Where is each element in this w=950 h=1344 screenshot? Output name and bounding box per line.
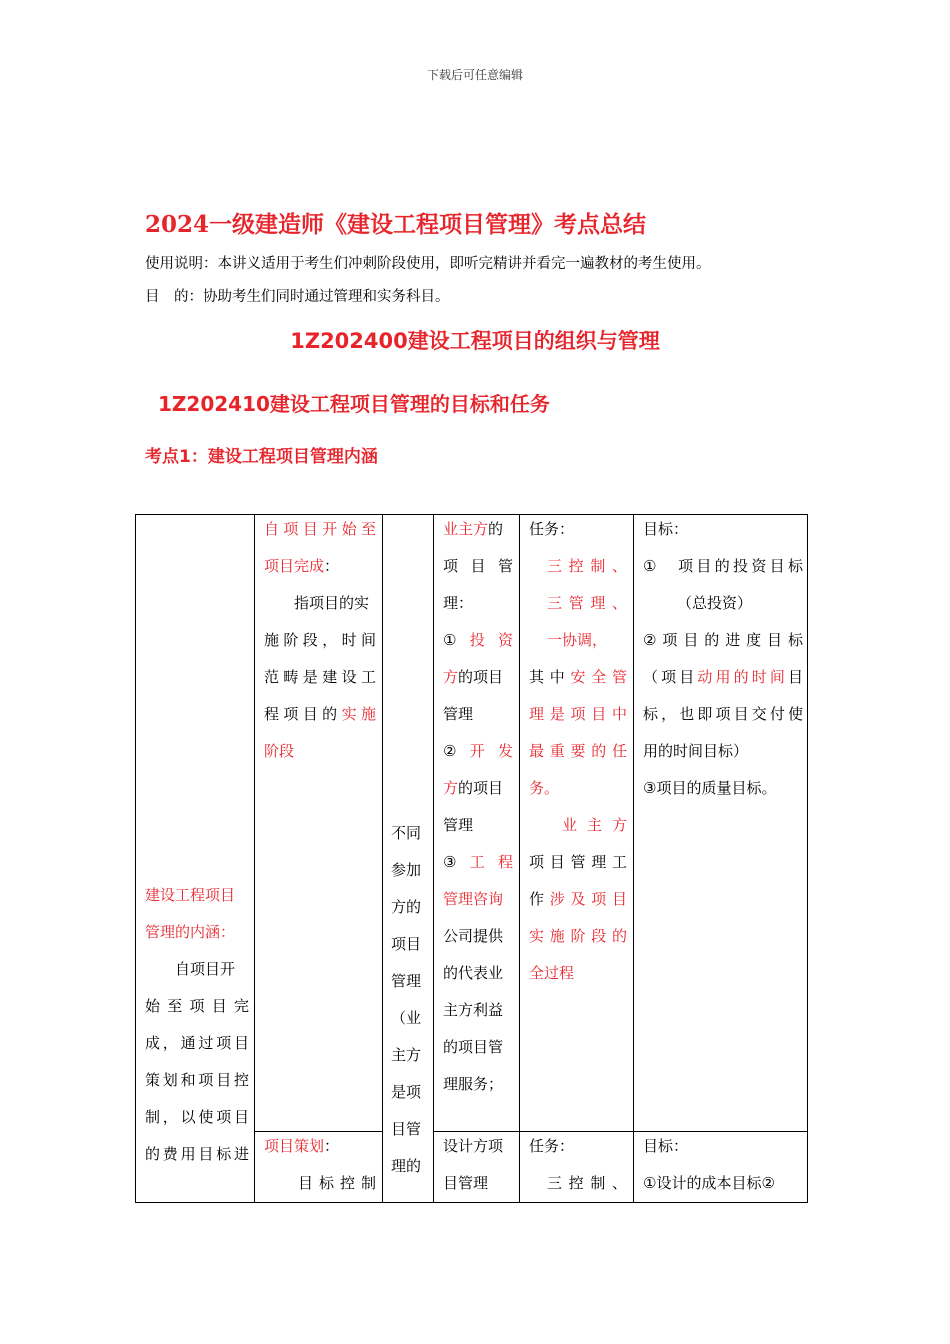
cell-text: 其中 — [529, 668, 571, 686]
cell-text: 实施阶段的 — [529, 927, 627, 945]
cell-text: 动用的时间 — [697, 668, 788, 686]
cell-text: 公司提供 — [443, 927, 504, 945]
cell-text: ： — [324, 1137, 340, 1155]
cell-text: ① — [443, 631, 470, 649]
table-cell-designer-tasks — [529, 1128, 627, 1202]
cell-text: ① 项目的投资目标 — [643, 557, 803, 575]
table-divider — [433, 515, 434, 1202]
cell-text: 主方 — [391, 1046, 422, 1064]
cell-text: ② — [443, 742, 470, 760]
section-heading: 1Z202400建设工程项目的组织与管理 — [290, 329, 660, 353]
cell-text: 投资 — [469, 631, 513, 649]
cell-text: 制，以使项目 — [145, 1108, 249, 1126]
table-cell-project-period — [264, 511, 376, 770]
cell-text: 涉及项目 — [549, 890, 627, 908]
cell-text: 管理 — [443, 816, 474, 834]
cell-text: 方的 — [391, 898, 422, 916]
cell-text: ③项目的质量目标。 — [643, 779, 777, 797]
cell-text: 管理 — [391, 972, 422, 990]
cell-text: 务。 — [529, 779, 560, 797]
table-cell-connotation — [145, 877, 249, 1173]
cell-text: 安全管 — [570, 668, 627, 686]
cell-text: 三控制、 — [547, 557, 627, 575]
cell-text: 目 — [787, 668, 803, 686]
cell-text: 全过程 — [529, 964, 575, 982]
cell-text: 程项目的 — [264, 705, 342, 723]
cell-text: 理： — [443, 594, 474, 612]
download-note: 下载后可任意编辑 — [426, 68, 523, 82]
cell-text: 方 — [443, 779, 459, 797]
key-point-heading: 考点1：建设工程项目管理内涵 — [145, 447, 378, 467]
table-divider — [633, 515, 634, 1202]
cell-text: 目标控制 — [298, 1174, 376, 1192]
table-cell-participants — [391, 815, 427, 1185]
cell-text: 用的时间目标） — [643, 742, 749, 760]
cell-text: 设计方项 — [443, 1137, 504, 1155]
cell-text: 参加 — [391, 861, 422, 879]
table-cell-designer-management — [443, 1128, 513, 1202]
cell-text: 三控制、 — [547, 1174, 627, 1192]
cell-text: 始至项目完 — [145, 997, 249, 1015]
cell-text: 项目管 — [443, 557, 513, 575]
cell-text: （业 — [391, 1009, 422, 1027]
usage-instructions: 使用说明：本讲义适用于考生们冲刺阶段使用，即听完精讲并看完一遍教材的考生使用。 — [145, 256, 711, 272]
cell-text: 成，通过项目 — [145, 1034, 249, 1052]
cell-text: 任务： — [529, 520, 575, 538]
cell-text: 目标： — [643, 1137, 689, 1155]
cell-text: 开发 — [469, 742, 513, 760]
cell-text: 方 — [443, 668, 459, 686]
cell-text: 施阶段，时间 — [264, 631, 376, 649]
cell-text: 策划和项目控 — [145, 1071, 249, 1089]
cell-text: 标，也即项目交付使 — [643, 705, 803, 723]
cell-text: 任务： — [529, 1137, 575, 1155]
cell-text: 理是项目中 — [529, 705, 627, 723]
table-divider — [519, 515, 520, 1202]
cell-text: 实施 — [341, 705, 376, 723]
cell-text: 的项目 — [458, 668, 504, 686]
purpose-statement: 目 的：协助考生们同时通过管理和实务科目。 — [145, 289, 450, 305]
cell-text: 的 — [488, 520, 504, 538]
cell-text: ②项目的进度目标 — [643, 631, 803, 649]
cell-text: ： — [324, 557, 340, 575]
cell-text: 范畴是建设工 — [264, 668, 376, 686]
cell-text: 管理 — [443, 705, 474, 723]
cell-text: 自项目开始至 — [264, 520, 376, 538]
cell-text: 的代表业 — [443, 964, 504, 982]
table-cell-owner-tasks — [529, 511, 627, 992]
cell-text: 业主方 — [562, 816, 627, 834]
cell-text: 自项目开 — [175, 960, 236, 978]
cell-text: ①设计的成本目标② — [643, 1174, 775, 1192]
table-cell-owner-goals — [643, 511, 803, 807]
cell-text: 最重要的任 — [529, 742, 627, 760]
cell-text: 理服务； — [443, 1075, 504, 1093]
cell-text: 作 — [529, 890, 550, 908]
cell-text: （总投资） — [677, 594, 753, 612]
cell-text: 目管 — [391, 1120, 422, 1138]
cell-text: 目标： — [643, 520, 689, 538]
cell-text: 是项 — [391, 1083, 422, 1101]
table-divider — [254, 515, 255, 1202]
cell-text: 业主方 — [443, 520, 489, 538]
table-cell-designer-goals — [643, 1128, 803, 1202]
cell-text: 管理咨询 — [443, 890, 504, 908]
cell-text: 建设工程项目 — [145, 886, 236, 904]
cell-text: 的项目 — [458, 779, 504, 797]
cell-text: 指项目的实 — [294, 594, 370, 612]
cell-text: 不同 — [391, 824, 422, 842]
cell-text: 工程 — [469, 853, 513, 871]
cell-text: 目管理 — [443, 1174, 489, 1192]
cell-text: 理的 — [391, 1157, 422, 1175]
cell-text: 阶段 — [264, 742, 295, 760]
cell-text: 项目 — [391, 935, 422, 953]
cell-text: （项目 — [643, 668, 698, 686]
content-table — [135, 514, 808, 1203]
subsection-heading: 1Z202410建设工程项目管理的目标和任务 — [158, 392, 550, 416]
table-cell-owner-management — [443, 511, 513, 1103]
cell-text: 项目完成 — [264, 557, 325, 575]
cell-text: ③ — [443, 853, 470, 871]
document-title: 2024一级建造师《建设工程项目管理》考点总结 — [145, 211, 647, 238]
cell-text: 主方利益 — [443, 1001, 504, 1019]
table-divider — [382, 515, 383, 1202]
cell-text: 的项目管 — [443, 1038, 504, 1056]
cell-text: 管理的内涵： — [145, 923, 236, 941]
cell-text: 一协调， — [547, 631, 608, 649]
cell-text: 项目策划 — [264, 1137, 325, 1155]
table-cell-project-planning — [264, 1128, 376, 1202]
cell-text: 三管理、 — [547, 594, 627, 612]
cell-text: 的费用目标进 — [145, 1145, 249, 1163]
cell-text: 项目管理工 — [529, 853, 627, 871]
